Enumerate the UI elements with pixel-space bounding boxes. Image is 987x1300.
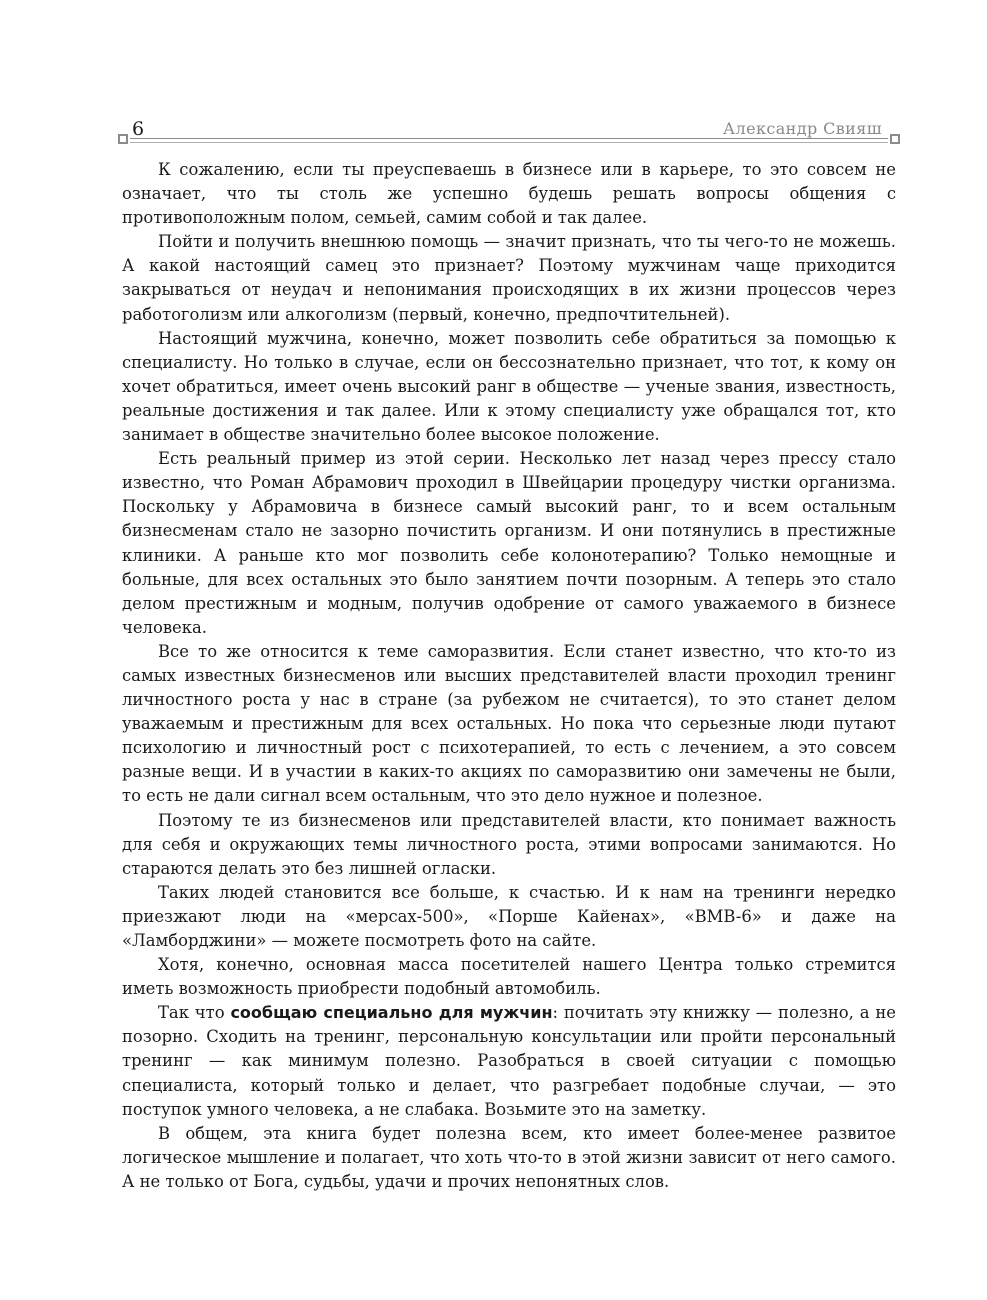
paragraph-9-lead: Так что	[158, 1003, 231, 1023]
paragraph-9-rest: : почитать эту книжку — полезно, а не позорно. Сходить на тренинг, персональную консультации или пройти персональный тренинг — как минимум полезно. Разобраться в своей ситуации с помощью специалиста, который только и делает, что разгребает подобные случаи, — это поступок умного человека, а не слабака. Возьмите это на заметку.	[122, 1003, 896, 1119]
paragraph-9	[122, 1001, 896, 1121]
paragraph-2: Пойти и получить внешнюю помощь — значит признать, что ты чего-то не можешь. А какой настоящий самец это признает? Поэтому мужчинам чаще приходится закрываться от неудач и непонимания происходящих в их жизни процессов через работоголизм или алкоголизм (первый, конечно, предпочтительней).	[122, 232, 896, 324]
paragraph-1: К сожалению, если ты преуспеваешь в бизнесе или в карьере, то это совсем не означает, что ты столь же успешно будешь решать вопросы общения с противоположным полом, семьей, самим собой и так далее.	[122, 160, 896, 228]
header-corner-ornament-left	[118, 134, 128, 144]
paragraph-6: Поэтому те из бизнесменов или представителей власти, кто понимает важность для себя и окружающих темы личностного роста, этими вопросами занимаются. Но стараются делать это без лишней огласки.	[122, 810, 896, 878]
paragraph-9-emphasis: сообщаю специально для мужчин	[230, 1003, 553, 1023]
paragraph-5: Все то же относится к теме саморазвития. Если станет известно, что кто-то из самых известных бизнесменов или высших представителей власти проходил тренинг личностного роста у нас в стране (за рубежом не считается), то это станет делом уважаемым и престижным для всех остальных. Но пока что серьезные люди путают психологию и личностный рост с психотерапией, то есть с лечением, а это совсем разные вещи. И в участии в каких-то акциях по саморазвитию они замечены не были, то есть не дали сигнал всем остальным, что это дело нужное и полезное.	[122, 641, 896, 806]
page-body	[122, 158, 896, 1194]
paragraph-10: В общем, эта книга будет полезна всем, кто имеет более-менее развитое логическое мышление и полагает, что хоть что-то в этой жизни зависит от него самого. А не только от Бога, судьбы, удачи и прочих непонятных слов.	[122, 1123, 896, 1191]
paragraph-8: Хотя, конечно, основная масса посетителей нашего Центра только стремится иметь возможность приобрести подобный автомобиль.	[122, 955, 896, 999]
paragraph-7: Таких людей становится все больше, к счастью. И к нам на тренинги нередко приезжают люди на «мерсах-500», «Порше Кайенах», «BMB-6» и даже на «Ламборджини» — можете посмотреть фото на сайте.	[122, 882, 896, 950]
page-header	[118, 116, 900, 150]
header-rule-thin	[130, 142, 888, 143]
paragraph-3: Настоящий мужчина, конечно, может позволить себе обратиться за помощью к специалисту. Но только в случае, если он бессознательно признает, что тот, к кому он хочет обратиться, имеет очень высокий ранг в обществе — ученые звания, известность, реальные достижения и так далее. Или к этому специалисту уже обращался тот, кто занимает в обществе значительно более высокое положение.	[122, 328, 896, 445]
paragraph-4: Есть реальный пример из этой серии. Несколько лет назад через прессу стало известно, что Роман Абрамович проходил в Швейцарии процедуру чистки организма. Поскольку у Абрамовича в бизнесе самый высокий ранг, то и всем остальным бизнесменам стало не зазорно почистить организм. И они потянулись в престижные клиники. А раньше кто мог позволить себе колонотерапию? Только немощные и больные, для всех остальных это было занятием почти позорным. А теперь это стало делом престижным и модным, получив одобрение от самого уважаемого в бизнесе человека.	[122, 449, 896, 637]
running-title: Александр Свияш	[723, 119, 882, 138]
page-number: 6	[132, 118, 145, 140]
header-corner-ornament-right	[890, 134, 900, 144]
header-rule	[130, 138, 888, 139]
